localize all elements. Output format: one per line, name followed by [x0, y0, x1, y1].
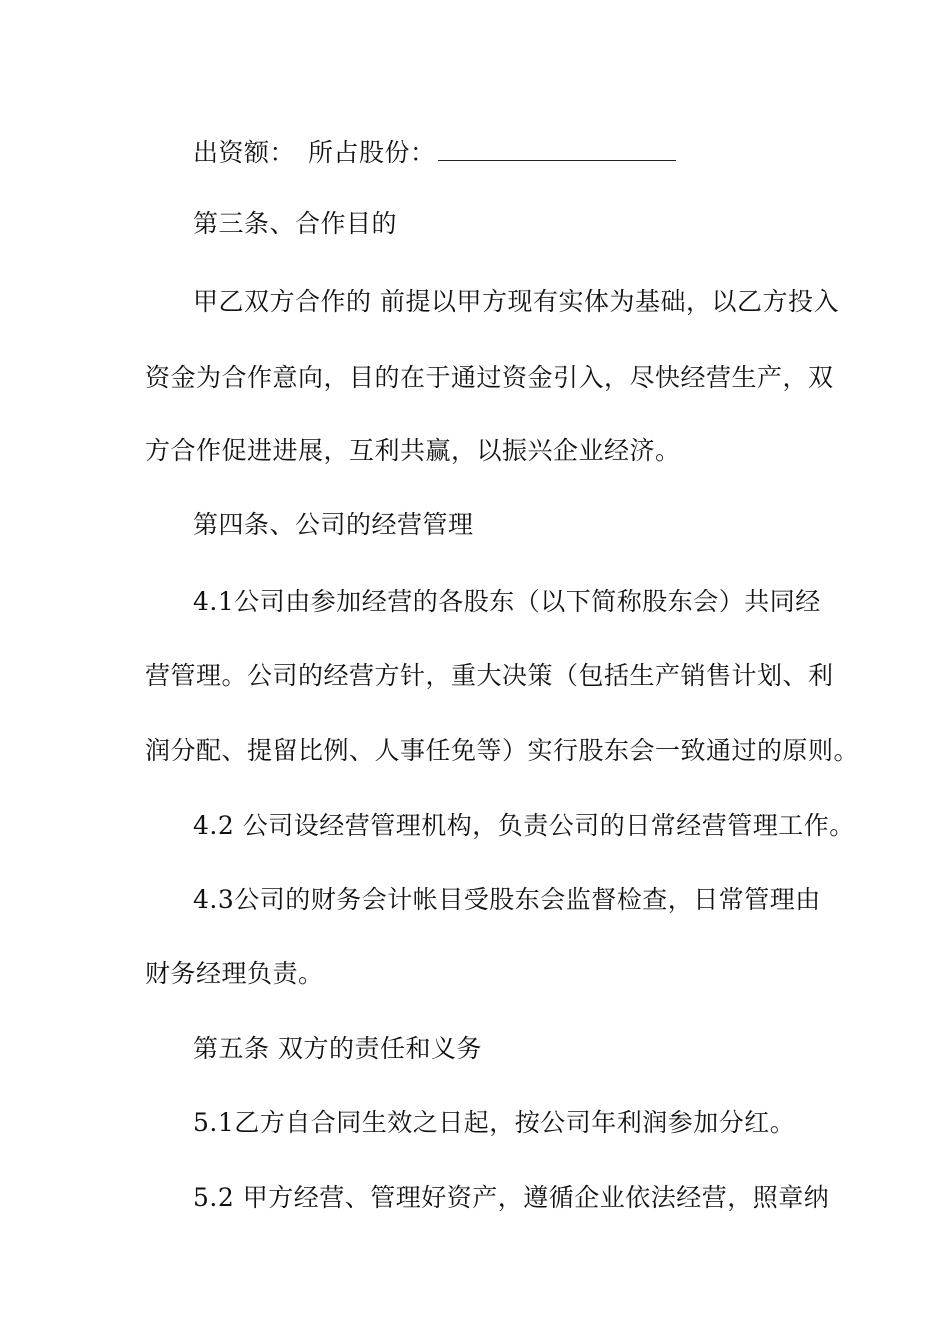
article-5-heading: 第五条 双方的责任和义务	[193, 1034, 482, 1063]
paragraph-line: 润分配、提留比例、人事任免等）实行股东会一致通过的原则。	[145, 736, 860, 765]
paragraph-line: 4.3公司的财务会计帐目受股东会监督检查，日常管理由	[193, 885, 821, 914]
paragraph-line: 资金为合作意向，目的在于通过资金引入，尽快经营生产，双	[145, 363, 834, 392]
paragraph-line: 营管理。公司的经营方针，重大决策（包括生产销售计划、利	[145, 661, 834, 690]
share-blank-field[interactable]	[438, 138, 676, 161]
article-3-heading: 第三条、合作目的	[193, 209, 398, 238]
paragraph-line: 5.1乙方自合同生效之日起，按公司年利润参加分红。	[193, 1108, 796, 1137]
share-line	[145, 138, 858, 168]
paragraph-line: 4.2 公司设经营管理机构，负责公司的日常经营管理工作。	[193, 811, 855, 840]
article-4-heading: 第四条、公司的经营管理	[193, 510, 474, 539]
share-label: 出资额： 所占股份：	[193, 138, 436, 167]
paragraph-line: 5.2 甲方经营、管理好资产，遵循企业依法经营，照章纳	[193, 1183, 830, 1212]
paragraph-line: 4.1公司由参加经营的各股东（以下简称股东会）共同经	[193, 587, 821, 616]
paragraph-line: 方合作促进进展，互利共赢，以振兴企业经济。	[145, 436, 681, 465]
paragraph-line: 财务经理负责。	[145, 959, 324, 988]
paragraph-line: 甲乙双方合作的 前提以甲方现有实体为基础，以乙方投入	[193, 287, 839, 316]
